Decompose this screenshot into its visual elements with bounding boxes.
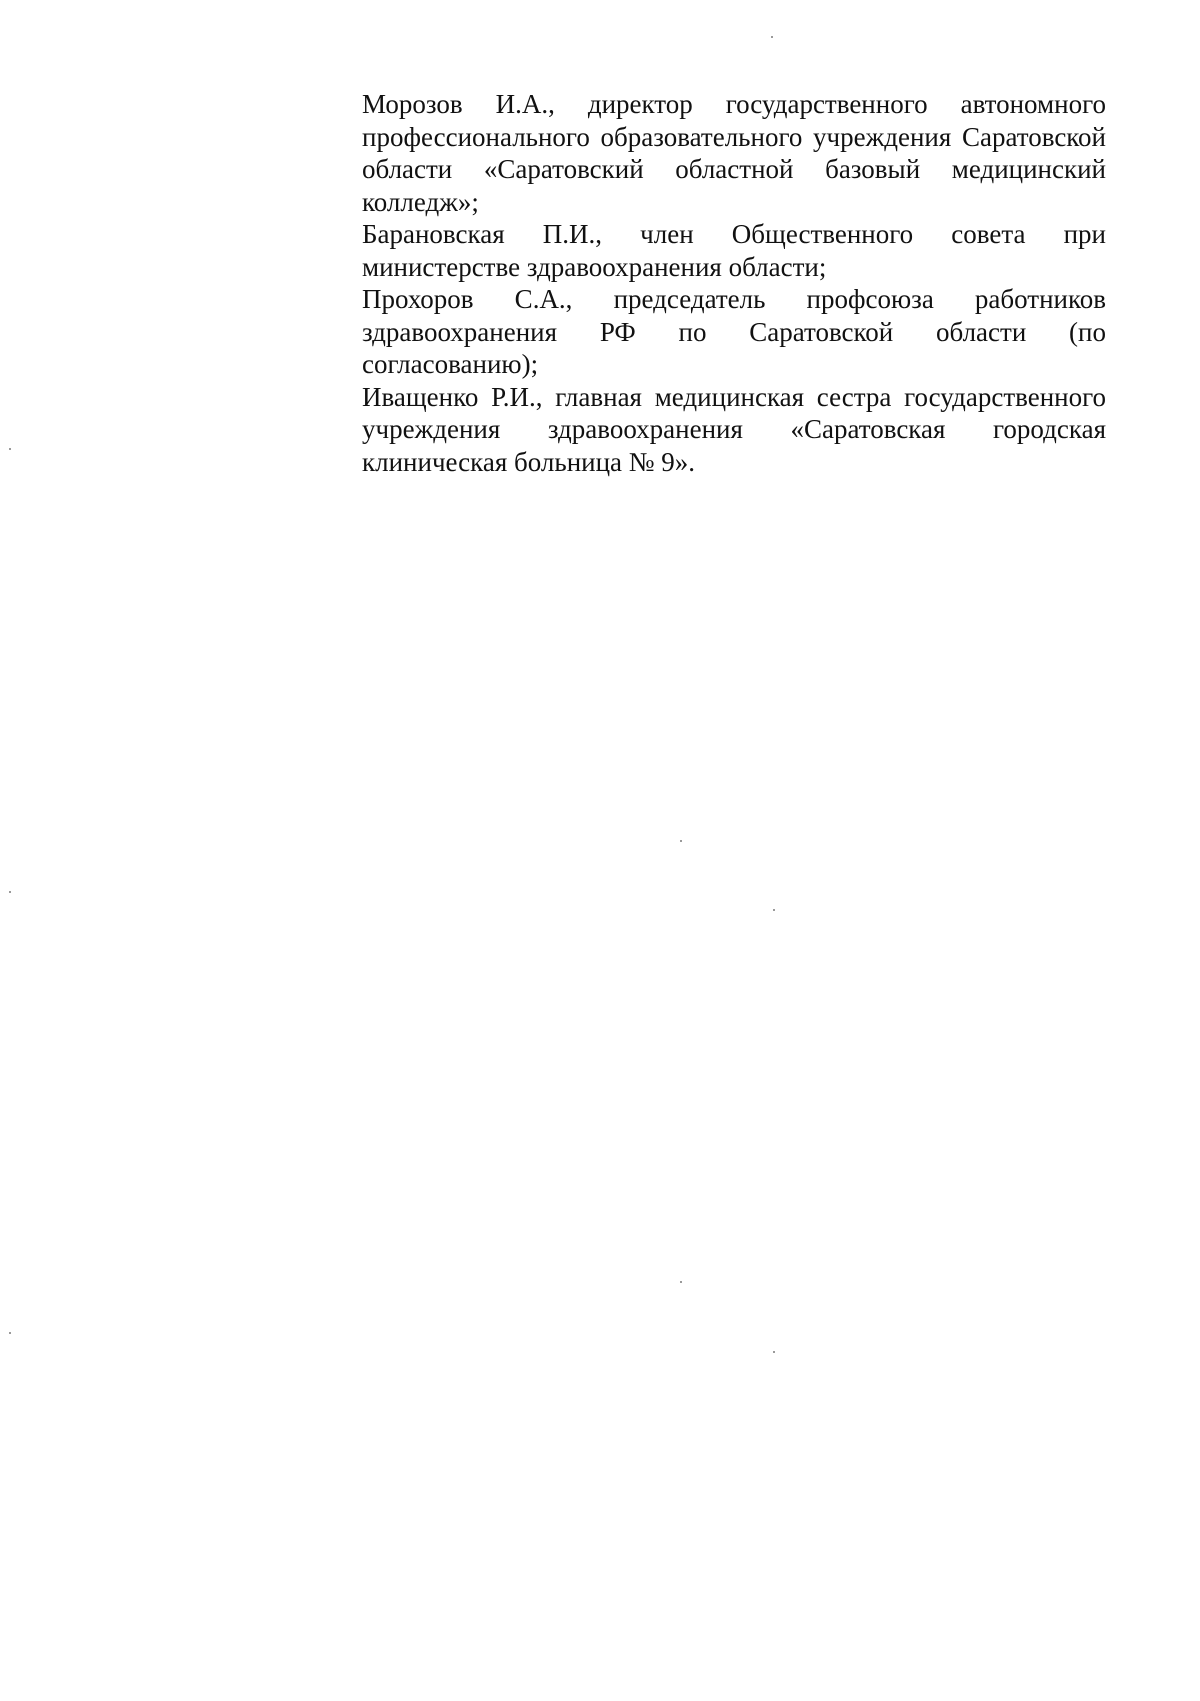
member-entry-baranovskaya: Барановская П.И., член Общественного совета при министерстве здравоохранения области; xyxy=(362,219,1106,282)
member-entry-ivashchenko: Иващенко Р.И., главная медицинская сестра государственного учреждения здравоохранения «Саратовская городская клиническая больница № 9». xyxy=(362,381,1106,477)
scan-speck xyxy=(680,1281,682,1283)
scan-speck xyxy=(773,909,775,911)
scan-speck xyxy=(9,891,11,893)
commission-member-list xyxy=(362,88,1106,478)
member-entry-prokhorov: Прохоров С.А., председатель профсоюза работников здравоохранения РФ по Саратовской области (по согласованию); xyxy=(362,284,1106,379)
scan-speck xyxy=(9,448,11,450)
scan-speck xyxy=(680,840,682,842)
scan-speck xyxy=(9,1332,11,1334)
scan-speck xyxy=(773,1351,775,1353)
member-entry-morozov: Морозов И.А., директор государственного автономного профессионального образовательного учреждения Саратовской области «Саратовский областной базовый медицинский колледж»; xyxy=(362,89,1106,217)
scan-speck xyxy=(771,36,773,38)
